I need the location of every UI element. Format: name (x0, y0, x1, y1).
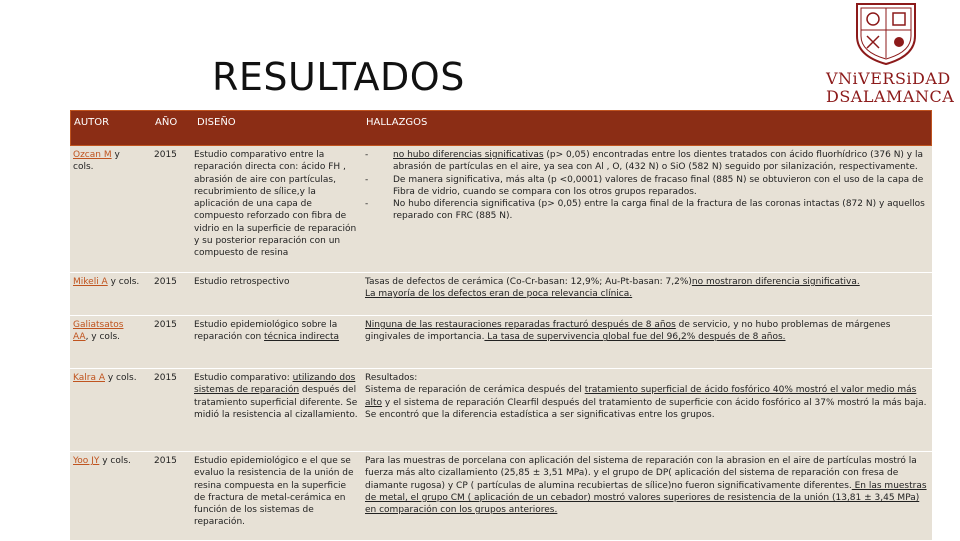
autor-link[interactable]: Mikeli A (73, 277, 108, 287)
header-anio: AÑO (155, 117, 178, 128)
hallazgos-cell: Resultados: Sistema de reparación de cerámica después del tratamiento superficial de ácido fosfórico 40% mostró el valor medio más alto y el sistema de reparación Clearfil después del tratamiento de superficie con ácido fosfórico al 37% mostró la más baja. Se encontró que la diferencia estadística a ser significativas entre los grupos. (365, 373, 927, 420)
diseno-cell: Estudio comparativo entre la reparación directa con: ácido FH , abrasión de aire con partículas, recubrimiento de sílice,y la aplicación de una capa de compuesto reforzado con fibra de vidrio en la superficie de reparación y su posterior reparación con un compuesto de resina (194, 150, 357, 259)
anio-cell: 2015 (154, 320, 177, 330)
hallazgos-cell: Tasas de defectos de cerámica (Co-Cr-basan: 12,9%; Au-Pt-basan: 7,2%)no mostraron diferencia significativa. La mayoría de los defectos eran de poca relevancia clínica. (365, 277, 860, 300)
finding-bullet: - De manera significativa, más alta (p <0,0001) valores de fracaso final (885 N) se obtuvieron con el uso de la capa de Fibra de vidrio, cuando se compara con los otros grupos reparados. (365, 174, 924, 197)
logo-line-1: VNiVERSiDAD (826, 69, 951, 88)
table-row (70, 369, 932, 452)
university-crest-icon (851, 0, 921, 66)
page-title: RESULTADOS (212, 55, 465, 99)
autor-link[interactable]: Galiatsatos AA (73, 320, 124, 343)
finding-bullet: - No hubo diferencia significativa (p> 0,05) entre la carga final de la fractura de las coronas intactas (872 N) y aquellos reparado con FRC (885 N). (365, 199, 925, 222)
autor-link[interactable]: Ozcan M (73, 150, 112, 160)
autor-link[interactable]: Yoo JY (73, 456, 100, 466)
hallazgos-cell (365, 149, 930, 223)
table-row (70, 452, 932, 541)
anio-cell: 2015 (154, 373, 177, 383)
hallazgos-cell: Ninguna de las restauraciones reparadas fracturó después de 8 años de servicio, y no hubo problemas de márgenes gingivales de importancia. La tasa de supervivencia global fue del 96,2% después de 8 años. (365, 320, 891, 343)
header-autor: AUTOR (74, 117, 110, 128)
table-row (70, 316, 932, 369)
autor-cell: Ozcan M y cols. (73, 150, 120, 173)
diseno-cell: Estudio epidemiológico sobre la reparación con técnica indirecta (194, 320, 340, 343)
anio-cell: 2015 (154, 456, 177, 466)
logo-line-2: DSALAMANCA (826, 87, 955, 106)
anio-cell: 2015 (154, 277, 177, 287)
autor-cell: Kalra A y cols. (73, 373, 137, 383)
autor-cell: Galiatsatos AA, y cols. (73, 320, 124, 343)
header-hallazgos: HALLAZGOS (366, 117, 428, 128)
table-header (70, 110, 932, 146)
table-row (70, 146, 932, 273)
finding-bullet: - no hubo diferencias significativas (p> 0,05) encontradas entre los dientes tratados con ácido fluorhídrico (376 N) y la abrasión de partículas en el aire, ya sea con Al , O, (432 N) o SiO (582 N) seguido por silanización, respectivamente. (365, 150, 923, 173)
autor-cell: Yoo JY y cols. (73, 456, 131, 466)
anio-cell: 2015 (154, 150, 177, 160)
university-logo (826, 0, 955, 112)
table-row (70, 273, 932, 316)
diseno-cell: Estudio epidemiológico e el que se evaluo la resistencia de la unión de resina compuesta en la superficie de fractura de metal-cerámica en función de los sistemas de reparación. (194, 456, 354, 528)
autor-link[interactable]: Kalra A (73, 373, 105, 383)
diseno-cell: Estudio comparativo: utilizando dos sistemas de reparación después del tratamiento superficial diferente. Se midió la resistencia al cizallamiento. (194, 373, 358, 420)
diseno-cell: Estudio retrospectivo (194, 277, 290, 287)
autor-cell: Mikeli A y cols. (73, 277, 140, 287)
hallazgos-cell: Para las muestras de porcelana con aplicación del sistema de reparación con la abrasion en el aire de partículas mostró la fuerza más alto cizallamiento (25,85 ± 3,51 MPa). y el grupo de DP( aplicación del sistema de reparación con fresa de diamante rugosa) y CP ( partículas de alumina recubiertas de sílice)no fueron significativamente diferentes. En las muestras de metal, el grupo CM ( aplicación de un cebador) mostró valores superiores de resistencia de la unión (13,81 ± 3,45 MPa) en comparación con los grupos anteriores. (365, 456, 927, 516)
header-diseno: DISEÑO (197, 117, 236, 128)
